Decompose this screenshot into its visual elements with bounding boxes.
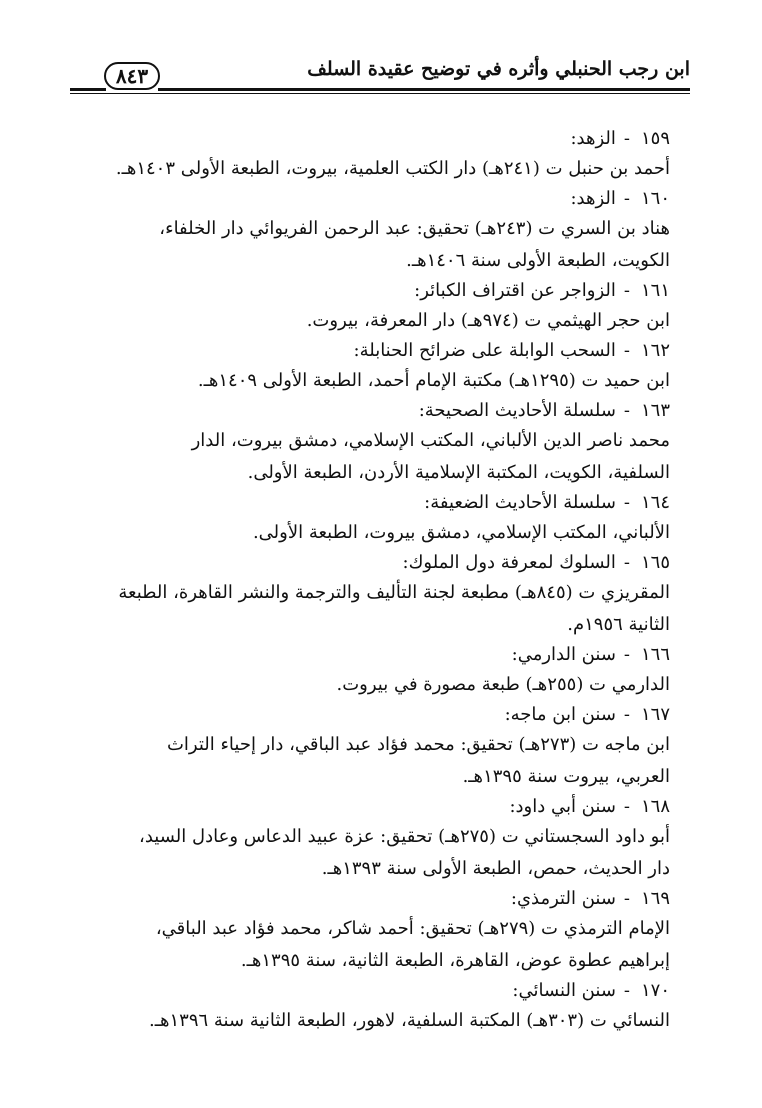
bibliography-list	[70, 125, 670, 1037]
description-line: إبراهيم عطوة عوض، القاهرة، الطبعة الثانية، سنة ١٣٩٥هـ.	[240, 950, 670, 971]
entry-description	[70, 153, 670, 185]
entry-dash: -	[623, 796, 630, 817]
entry-dash: -	[623, 400, 630, 421]
description-line: الإمام الترمذي ت (٢٧٩هـ) تحقيق: أحمد شاكر، محمد فؤاد عبد الباقي،	[155, 918, 670, 939]
entry-number: ١٦٤	[640, 492, 670, 513]
entry-title: السحب الوابلة على ضرائح الحنابلة:	[353, 340, 616, 361]
header-rule-left	[70, 88, 106, 91]
running-title: ابن رجب الحنبلي وأثره في توضيح عقيدة السلف	[307, 58, 690, 80]
entry-number: ١٦٥	[640, 552, 670, 573]
entry-description	[70, 365, 670, 397]
bibliography-entry	[70, 489, 670, 549]
bibliography-entry	[70, 549, 670, 641]
entry-number: ١٦٠	[640, 188, 670, 209]
bibliography-entry	[70, 885, 670, 977]
entry-description	[70, 517, 670, 549]
entry-heading	[70, 641, 670, 669]
bibliography-entry	[70, 701, 670, 793]
entry-dash: -	[623, 888, 630, 909]
entry-heading	[70, 125, 670, 153]
entry-title: سلسلة الأحاديث الضعيفة:	[424, 492, 616, 513]
entry-number: ١٦٩	[640, 888, 670, 909]
entry-number: ١٦١	[640, 280, 670, 301]
entry-dash: -	[623, 704, 630, 725]
entry-number: ١٧٠	[640, 980, 670, 1001]
entry-title: سنن النسائي:	[512, 980, 616, 1001]
entry-dash: -	[623, 280, 630, 301]
description-line: العربي، بيروت سنة ١٣٩٥هـ.	[462, 766, 670, 787]
entry-dash: -	[623, 188, 630, 209]
description-line: أبو داود السجستاني ت (٢٧٥هـ) تحقيق: عزة عبيد الدعاس وعادل السيد،	[139, 826, 670, 847]
bibliography-entry	[70, 977, 670, 1037]
entry-number: ١٦٧	[640, 704, 670, 725]
entry-dash: -	[623, 340, 630, 361]
entry-heading	[70, 337, 670, 365]
description-line: ابن حميد ت (١٢٩٥هـ) مكتبة الإمام أحمد، الطبعة الأولى ١٤٠٩هـ.	[197, 370, 670, 391]
entry-description	[70, 425, 670, 489]
entry-dash: -	[623, 980, 630, 1001]
description-line: محمد ناصر الدين الألباني، المكتب الإسلامي، دمشق بيروت، الدار	[191, 430, 670, 451]
entry-dash: -	[623, 644, 630, 665]
entry-description	[70, 729, 670, 793]
entry-description	[70, 213, 670, 277]
entry-heading	[70, 549, 670, 577]
bibliography-entry	[70, 125, 670, 185]
entry-heading	[70, 489, 670, 517]
description-line: المقريزي ت (٨٤٥هـ) مطبعة لجنة التأليف والترجمة والنشر القاهرة، الطبعة	[118, 582, 670, 603]
entry-description	[70, 577, 670, 641]
description-line: أحمد بن حنبل ت (٢٤١هـ) دار الكتب العلمية، بيروت، الطبعة الأولى ١٤٠٣هـ.	[115, 158, 670, 179]
description-line: السلفية، الكويت، المكتبة الإسلامية الأردن، الطبعة الأولى.	[247, 462, 670, 483]
entry-dash: -	[623, 552, 630, 573]
entry-description	[70, 913, 670, 977]
entry-heading	[70, 185, 670, 213]
entry-title: الزهد:	[570, 188, 616, 209]
header-rule-thin	[70, 93, 690, 94]
entry-title: سلسلة الأحاديث الصحيحة:	[418, 400, 616, 421]
bibliography-entry	[70, 641, 670, 701]
description-line: ابن ماجه ت (٢٧٣هـ) تحقيق: محمد فؤاد عبد الباقي، دار إحياء التراث	[166, 734, 670, 755]
description-line: هناد بن السري ت (٢٤٣هـ) تحقيق: عبد الرحمن الفريوائي دار الخلفاء،	[159, 218, 670, 239]
entry-heading	[70, 701, 670, 729]
bibliography-entry	[70, 793, 670, 885]
entry-title: الزواجر عن اقتراف الكبائر:	[414, 280, 616, 301]
description-line: النسائي ت (٣٠٣هـ) المكتبة السلفية، لاهور، الطبعة الثانية سنة ١٣٩٦هـ.	[149, 1010, 670, 1031]
entry-description	[70, 1005, 670, 1037]
entry-title: سنن أبي داود:	[509, 796, 616, 817]
entry-heading	[70, 977, 670, 1005]
entry-title: سنن الترمذي:	[510, 888, 616, 909]
entry-description	[70, 305, 670, 337]
entry-heading	[70, 885, 670, 913]
header-rule-thick	[158, 88, 690, 91]
entry-dash: -	[623, 128, 630, 149]
description-line: الثانية ١٩٥٦م.	[567, 614, 670, 635]
entry-description	[70, 669, 670, 701]
bibliography-entry	[70, 277, 670, 337]
page-number: ٨٤٣	[104, 62, 160, 90]
entry-number: ١٦٦	[640, 644, 670, 665]
description-line: الألباني، المكتب الإسلامي، دمشق بيروت، الطبعة الأولى.	[252, 522, 670, 543]
entry-title: السلوك لمعرفة دول الملوك:	[402, 552, 616, 573]
entry-number: ١٦٨	[640, 796, 670, 817]
bibliography-entry	[70, 337, 670, 397]
entry-number: ١٦٣	[640, 400, 670, 421]
entry-number: ١٥٩	[640, 128, 670, 149]
entry-title: سنن الدارمي:	[511, 644, 616, 665]
description-line: الكويت، الطبعة الأولى سنة ١٤٠٦هـ.	[406, 250, 670, 271]
page-header	[70, 48, 690, 98]
entry-description	[70, 821, 670, 885]
bibliography-entry	[70, 185, 670, 277]
description-line: ابن حجر الهيثمي ت (٩٧٤هـ) دار المعرفة، بيروت.	[306, 310, 670, 331]
entry-heading	[70, 793, 670, 821]
entry-number: ١٦٢	[640, 340, 670, 361]
description-line: دار الحديث، حمص، الطبعة الأولى سنة ١٣٩٣هـ.	[321, 858, 670, 879]
entry-heading	[70, 397, 670, 425]
entry-title: الزهد:	[570, 128, 616, 149]
description-line: الدارمي ت (٢٥٥هـ) طبعة مصورة في بيروت.	[336, 674, 670, 695]
bibliography-entry	[70, 397, 670, 489]
entry-dash: -	[623, 492, 630, 513]
entry-heading	[70, 277, 670, 305]
entry-title: سنن ابن ماجه:	[504, 704, 616, 725]
